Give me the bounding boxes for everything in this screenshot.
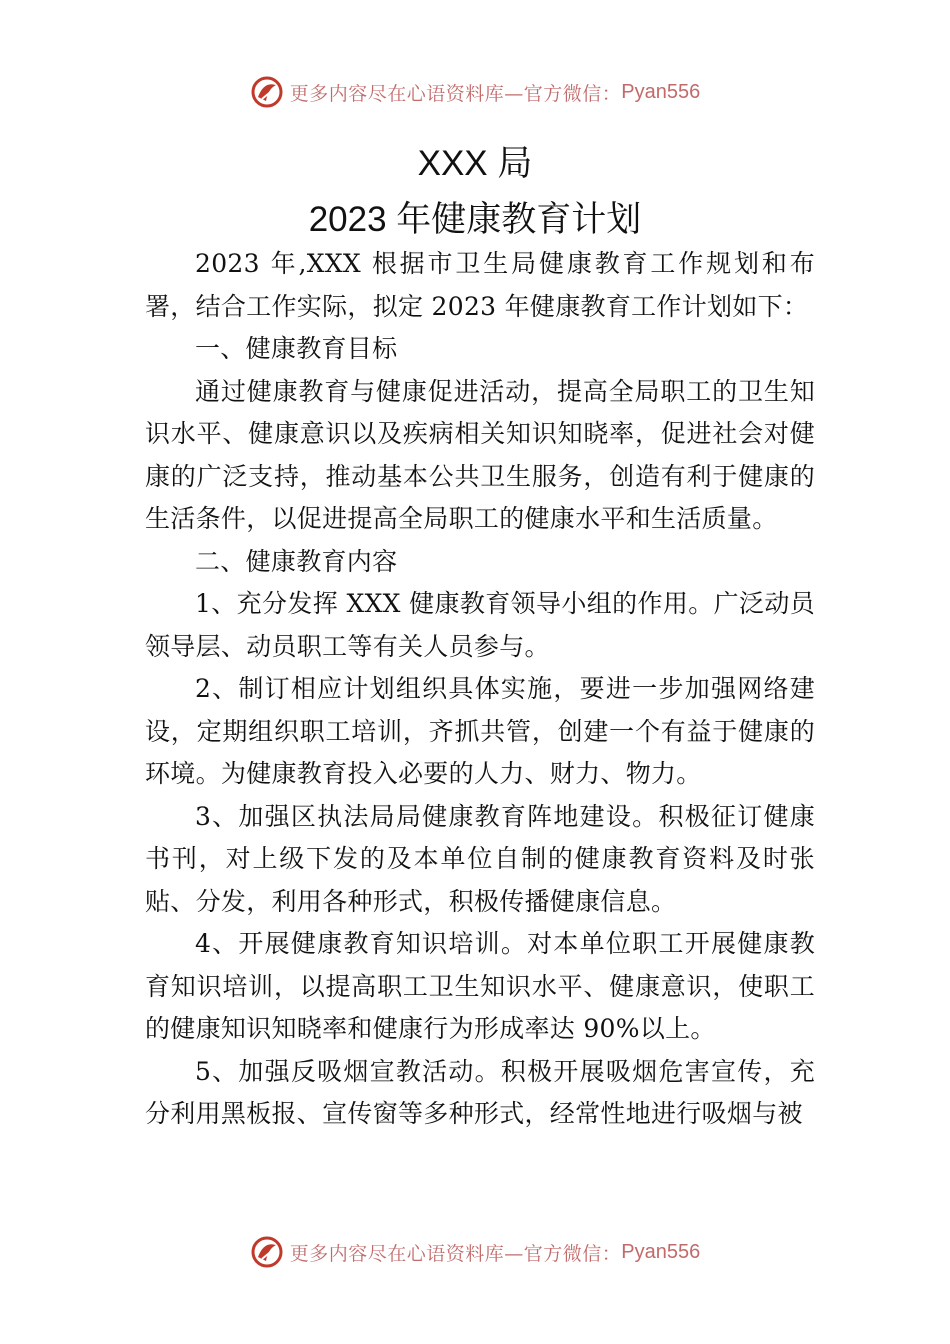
paragraph-item-3: 3、加强区执法局局健康教育阵地建设。积极征订健康书刊，对上级下发的及本单位自制的健康教育资料及时张贴、分发，利用各种形式，积极传播健康信息。 — [145, 801, 815, 916]
watermark-contact: Pyan556 — [621, 1240, 701, 1263]
paragraph-intro: 2023 年,XXX 根据市卫生局健康教育工作规划和布署，结合工作实际，拟定 2023 年健康教育工作计划如下： — [145, 249, 815, 321]
paragraph-item-1: 1、充分发挥 XXX 健康教育领导小组的作用。广泛动员领导层、动员职工等有关人员参与。 — [145, 589, 815, 661]
document-title-org: XXX 局 — [417, 144, 533, 183]
watermark-banner-bottom — [0, 1232, 950, 1272]
paragraph-goals: 通过健康教育与健康促进活动，提高全局职工的卫生知识水平、健康意识以及疾病相关知识知晓率，促进社会对健康的广泛支持，推动基本公共卫生服务，创造有利于健康的生活条件，以促进提高全局职工的健康水平和生活质量。 — [145, 376, 815, 533]
paragraph-item-5: 5、加强反吸烟宣教活动。积极开展吸烟危害宣传，充分利用黑板报、宣传窗等多种形式，经常性地进行吸烟与被 — [145, 1056, 815, 1128]
section-heading-goals: 一、健康教育目标 — [195, 334, 398, 363]
stylized-red-logo-icon — [250, 75, 284, 109]
document-body — [145, 243, 815, 1136]
watermark-banner-top — [0, 72, 950, 112]
paragraph-item-4: 4、开展健康教育知识培训。对本单位职工开展健康教育知识培训，以提高职工卫生知识水平、健康意识，使职工的健康知识知晓率和健康行为形成率达 90%以上。 — [145, 929, 815, 1043]
document-title: 2023 年健康教育计划 — [308, 200, 642, 239]
watermark-contact: Pyan556 — [621, 80, 701, 103]
watermark-text: 更多内容尽在心语资料库—官方微信： — [289, 82, 622, 105]
section-heading-content: 二、健康教育内容 — [195, 546, 398, 576]
watermark-text: 更多内容尽在心语资料库—官方微信： — [289, 1242, 622, 1265]
stylized-red-logo-icon — [250, 1235, 284, 1269]
paragraph-item-2: 2、制订相应计划组织具体实施，要进一步加强网络建设，定期组织职工培训，齐抓共管，创建一个有益于健康的环境。为健康教育投入必要的人力、财力、物力。 — [145, 674, 815, 788]
